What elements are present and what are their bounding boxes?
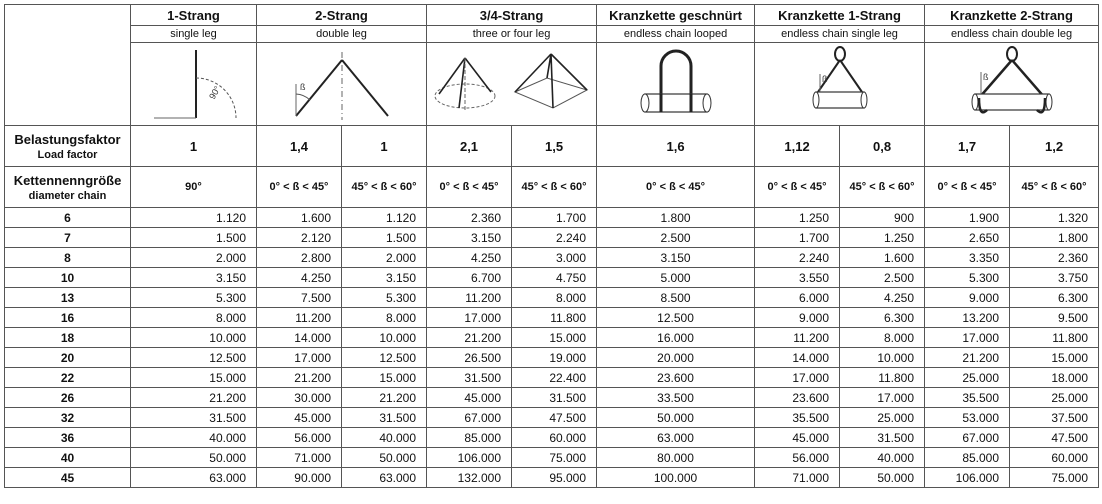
capacity-cell: 40.000 <box>840 448 925 468</box>
group-title-row <box>5 5 1099 26</box>
capacity-cell: 3.350 <box>925 248 1010 268</box>
capacity-cell: 3.150 <box>597 248 755 268</box>
capacity-cell: 31.500 <box>342 408 427 428</box>
capacity-cell: 71.000 <box>257 448 342 468</box>
capacity-cell: 2.500 <box>597 228 755 248</box>
group-title-kranzkette-geschnuert: Kranzkette geschnürt <box>597 5 755 26</box>
capacity-cell: 45.000 <box>257 408 342 428</box>
capacity-cell: 11.800 <box>840 368 925 388</box>
capacity-cell: 12.500 <box>342 348 427 368</box>
capacity-cell: 8.000 <box>131 308 257 328</box>
capacity-cell: 15.000 <box>342 368 427 388</box>
capacity-cell: 1.500 <box>342 228 427 248</box>
table-row <box>5 448 1099 468</box>
capacity-cell: 21.200 <box>257 368 342 388</box>
table-row <box>5 308 1099 328</box>
capacity-cell: 1.250 <box>755 208 840 228</box>
chain-diameter-cell: 40 <box>5 448 131 468</box>
group-title-3-4-strang: 3/4-Strang <box>427 5 597 26</box>
capacity-cell: 45.000 <box>427 388 512 408</box>
beta-label: ß <box>299 82 305 92</box>
capacity-cell: 1.800 <box>1010 228 1099 248</box>
beta-label: ß <box>982 72 989 82</box>
capacity-cell: 2.000 <box>131 248 257 268</box>
capacity-cell: 1.120 <box>342 208 427 228</box>
capacity-cell: 2.650 <box>925 228 1010 248</box>
capacity-cell: 2.360 <box>1010 248 1099 268</box>
diagram-endless-single-leg <box>755 43 925 126</box>
group-subtitle-endless-looped: endless chain looped <box>597 26 755 43</box>
angle-90-label: 90° <box>206 84 223 101</box>
capacity-cell: 4.250 <box>257 268 342 288</box>
capacity-cell: 50.000 <box>342 448 427 468</box>
capacity-cell: 25.000 <box>925 368 1010 388</box>
load-factor-cell: 1 <box>131 126 257 167</box>
single-leg-sling-icon <box>134 44 254 124</box>
table-row <box>5 228 1099 248</box>
capacity-cell: 22.400 <box>512 368 597 388</box>
capacity-cell: 10.000 <box>840 348 925 368</box>
capacity-cell: 2.800 <box>257 248 342 268</box>
table-row <box>5 368 1099 388</box>
capacity-cell: 23.600 <box>755 388 840 408</box>
capacity-cell: 100.000 <box>597 468 755 488</box>
load-factor-label-en: Load factor <box>37 148 98 161</box>
load-factor-cell: 1,4 <box>257 126 342 167</box>
capacity-cell: 2.240 <box>512 228 597 248</box>
table-row <box>5 348 1099 368</box>
angle-cell: 0° < ß < 45° <box>597 167 755 208</box>
capacity-cell: 3.150 <box>342 268 427 288</box>
load-factor-cell: 0,8 <box>840 126 925 167</box>
capacity-cell: 35.500 <box>755 408 840 428</box>
capacity-cell: 50.000 <box>597 408 755 428</box>
capacity-cell: 85.000 <box>925 448 1010 468</box>
angle-cell: 45° < ß < 60° <box>512 167 597 208</box>
chain-diameter-cell: 32 <box>5 408 131 428</box>
capacity-cell: 16.000 <box>597 328 755 348</box>
diagram-single-leg <box>131 43 257 126</box>
capacity-cell: 85.000 <box>427 428 512 448</box>
table-row <box>5 428 1099 448</box>
capacity-cell: 3.150 <box>427 228 512 248</box>
capacity-cell: 67.000 <box>427 408 512 428</box>
capacity-cell: 40.000 <box>342 428 427 448</box>
capacity-cell: 40.000 <box>131 428 257 448</box>
capacity-cell: 31.500 <box>427 368 512 388</box>
capacity-cell: 4.750 <box>512 268 597 288</box>
table-row <box>5 248 1099 268</box>
double-leg-sling-icon <box>262 44 422 124</box>
capacity-cell: 9.000 <box>925 288 1010 308</box>
capacity-cell: 11.200 <box>257 308 342 328</box>
load-factor-cell: 1,5 <box>512 126 597 167</box>
capacity-cell: 23.600 <box>597 368 755 388</box>
angle-cell: 45° < ß < 60° <box>1010 167 1099 208</box>
capacity-cell: 60.000 <box>512 428 597 448</box>
load-factor-cell: 1,7 <box>925 126 1010 167</box>
chain-load-table <box>4 4 1099 488</box>
table-row <box>5 388 1099 408</box>
table-row <box>5 408 1099 428</box>
capacity-cell: 106.000 <box>925 468 1010 488</box>
table-row <box>5 268 1099 288</box>
endless-chain-single-leg-icon <box>760 44 920 124</box>
capacity-cell: 10.000 <box>342 328 427 348</box>
capacity-cell: 15.000 <box>512 328 597 348</box>
capacity-cell: 3.000 <box>512 248 597 268</box>
capacity-cell: 56.000 <box>755 448 840 468</box>
capacity-cell: 21.200 <box>342 388 427 408</box>
capacity-cell: 11.200 <box>427 288 512 308</box>
capacity-cell: 5.300 <box>925 268 1010 288</box>
angle-cell: 45° < ß < 60° <box>342 167 427 208</box>
group-title-2-strang: 2-Strang <box>257 5 427 26</box>
capacity-cell: 18.000 <box>1010 368 1099 388</box>
capacity-cell: 2.000 <box>342 248 427 268</box>
capacity-cell: 50.000 <box>131 448 257 468</box>
capacity-cell: 2.500 <box>840 268 925 288</box>
capacity-cell: 6.700 <box>427 268 512 288</box>
chain-diameter-cell: 45 <box>5 468 131 488</box>
capacity-cell: 2.120 <box>257 228 342 248</box>
capacity-cell: 25.000 <box>1010 388 1099 408</box>
capacity-cell: 60.000 <box>1010 448 1099 468</box>
diagram-row <box>5 43 1099 126</box>
chain-diameter-cell: 22 <box>5 368 131 388</box>
capacity-rows <box>5 208 1099 488</box>
load-factor-cell: 2,1 <box>427 126 512 167</box>
capacity-cell: 4.250 <box>427 248 512 268</box>
capacity-cell: 35.500 <box>925 388 1010 408</box>
capacity-cell: 63.000 <box>131 468 257 488</box>
diameter-label-de: Kettennenngröße <box>13 172 122 188</box>
capacity-cell: 7.500 <box>257 288 342 308</box>
capacity-cell: 17.000 <box>925 328 1010 348</box>
chain-diameter-cell: 26 <box>5 388 131 408</box>
capacity-cell: 8.000 <box>840 328 925 348</box>
angle-cell: 0° < ß < 45° <box>427 167 512 208</box>
table-row <box>5 288 1099 308</box>
load-factor-cell: 1,6 <box>597 126 755 167</box>
table-row <box>5 328 1099 348</box>
capacity-cell: 106.000 <box>427 448 512 468</box>
angle-cell: 45° < ß < 60° <box>840 167 925 208</box>
capacity-cell: 21.200 <box>925 348 1010 368</box>
capacity-cell: 5.300 <box>342 288 427 308</box>
capacity-cell: 4.250 <box>840 288 925 308</box>
capacity-cell: 21.200 <box>427 328 512 348</box>
capacity-cell: 26.500 <box>427 348 512 368</box>
capacity-cell: 8.500 <box>597 288 755 308</box>
load-factor-label-de: Belastungsfaktor <box>14 131 121 147</box>
capacity-cell: 67.000 <box>925 428 1010 448</box>
capacity-cell: 1.700 <box>755 228 840 248</box>
capacity-cell: 17.000 <box>840 388 925 408</box>
capacity-cell: 80.000 <box>597 448 755 468</box>
capacity-cell: 17.000 <box>755 368 840 388</box>
capacity-cell: 3.750 <box>1010 268 1099 288</box>
capacity-cell: 1.800 <box>597 208 755 228</box>
capacity-cell: 6.300 <box>840 308 925 328</box>
group-title-kranzkette-1-strang: Kranzkette 1-Strang <box>755 5 925 26</box>
capacity-cell: 1.700 <box>512 208 597 228</box>
capacity-cell: 900 <box>840 208 925 228</box>
capacity-cell: 53.000 <box>925 408 1010 428</box>
group-subtitle-single-leg: single leg <box>131 26 257 43</box>
group-subtitle-endless-single: endless chain single leg <box>755 26 925 43</box>
chain-diameter-cell: 6 <box>5 208 131 228</box>
table-row <box>5 468 1099 488</box>
capacity-cell: 6.000 <box>755 288 840 308</box>
capacity-cell: 25.000 <box>840 408 925 428</box>
capacity-cell: 17.000 <box>427 308 512 328</box>
chain-diameter-cell: 16 <box>5 308 131 328</box>
load-factor-cell: 1,2 <box>1010 126 1099 167</box>
chain-diameter-cell: 13 <box>5 288 131 308</box>
capacity-cell: 11.200 <box>755 328 840 348</box>
capacity-cell: 45.000 <box>755 428 840 448</box>
capacity-cell: 31.500 <box>840 428 925 448</box>
capacity-cell: 71.000 <box>755 468 840 488</box>
capacity-cell: 33.500 <box>597 388 755 408</box>
capacity-cell: 12.500 <box>597 308 755 328</box>
capacity-cell: 56.000 <box>257 428 342 448</box>
capacity-cell: 12.500 <box>131 348 257 368</box>
capacity-cell: 8.000 <box>342 308 427 328</box>
capacity-cell: 90.000 <box>257 468 342 488</box>
capacity-cell: 95.000 <box>512 468 597 488</box>
capacity-cell: 75.000 <box>1010 468 1099 488</box>
capacity-cell: 3.550 <box>755 268 840 288</box>
capacity-cell: 1.120 <box>131 208 257 228</box>
capacity-cell: 1.250 <box>840 228 925 248</box>
diameter-label <box>5 167 131 208</box>
capacity-cell: 20.000 <box>597 348 755 368</box>
capacity-cell: 37.500 <box>1010 408 1099 428</box>
capacity-cell: 63.000 <box>597 428 755 448</box>
capacity-cell: 15.000 <box>131 368 257 388</box>
three-four-leg-sling-icon <box>429 44 595 124</box>
capacity-cell: 1.600 <box>257 208 342 228</box>
capacity-cell: 2.360 <box>427 208 512 228</box>
load-factor-label <box>5 126 131 167</box>
chain-diameter-cell: 36 <box>5 428 131 448</box>
table-row <box>5 208 1099 228</box>
diagram-double-leg <box>257 43 427 126</box>
capacity-cell: 17.000 <box>257 348 342 368</box>
capacity-cell: 75.000 <box>512 448 597 468</box>
group-subtitle-endless-double: endless chain double leg <box>925 26 1099 43</box>
capacity-cell: 2.240 <box>755 248 840 268</box>
diameter-label-en: diameter chain <box>28 189 107 202</box>
capacity-cell: 50.000 <box>840 468 925 488</box>
angle-cell: 0° < ß < 45° <box>925 167 1010 208</box>
capacity-cell: 14.000 <box>755 348 840 368</box>
capacity-cell: 31.500 <box>131 408 257 428</box>
capacity-cell: 13.200 <box>925 308 1010 328</box>
endless-chain-looped-icon <box>601 44 751 124</box>
load-factor-cell: 1,12 <box>755 126 840 167</box>
group-title-1-strang: 1-Strang <box>131 5 257 26</box>
chain-diameter-cell: 7 <box>5 228 131 248</box>
capacity-cell: 1.600 <box>840 248 925 268</box>
capacity-cell: 9.500 <box>1010 308 1099 328</box>
angle-cell: 0° < ß < 45° <box>257 167 342 208</box>
capacity-cell: 14.000 <box>257 328 342 348</box>
capacity-cell: 10.000 <box>131 328 257 348</box>
capacity-cell: 1.320 <box>1010 208 1099 228</box>
group-subtitle-three-four-leg: three or four leg <box>427 26 597 43</box>
group-title-kranzkette-2-strang: Kranzkette 2-Strang <box>925 5 1099 26</box>
diagram-endless-double-leg <box>925 43 1099 126</box>
diagram-three-four-leg <box>427 43 597 126</box>
capacity-cell: 5.300 <box>131 288 257 308</box>
chain-diameter-cell: 10 <box>5 268 131 288</box>
capacity-cell: 47.500 <box>1010 428 1099 448</box>
diagram-endless-looped <box>597 43 755 126</box>
group-subtitle-row <box>5 26 1099 43</box>
capacity-cell: 31.500 <box>512 388 597 408</box>
capacity-cell: 132.000 <box>427 468 512 488</box>
capacity-cell: 15.000 <box>1010 348 1099 368</box>
capacity-cell: 47.500 <box>512 408 597 428</box>
endless-chain-double-leg-icon <box>929 44 1095 124</box>
capacity-cell: 1.900 <box>925 208 1010 228</box>
capacity-cell: 1.500 <box>131 228 257 248</box>
corner-cell <box>5 5 131 126</box>
capacity-cell: 8.000 <box>512 288 597 308</box>
capacity-cell: 5.000 <box>597 268 755 288</box>
capacity-cell: 11.800 <box>512 308 597 328</box>
capacity-cell: 3.150 <box>131 268 257 288</box>
group-subtitle-double-leg: double leg <box>257 26 427 43</box>
angle-cell: 90° <box>131 167 257 208</box>
chain-diameter-cell: 18 <box>5 328 131 348</box>
capacity-cell: 63.000 <box>342 468 427 488</box>
capacity-cell: 19.000 <box>512 348 597 368</box>
capacity-cell: 6.300 <box>1010 288 1099 308</box>
angle-row <box>5 167 1099 208</box>
beta-label: ß <box>821 74 828 84</box>
chain-diameter-cell: 8 <box>5 248 131 268</box>
load-factor-cell: 1 <box>342 126 427 167</box>
capacity-cell: 11.800 <box>1010 328 1099 348</box>
angle-cell: 0° < ß < 45° <box>755 167 840 208</box>
load-factor-row <box>5 126 1099 167</box>
capacity-cell: 21.200 <box>131 388 257 408</box>
chain-diameter-cell: 20 <box>5 348 131 368</box>
capacity-cell: 30.000 <box>257 388 342 408</box>
capacity-cell: 9.000 <box>755 308 840 328</box>
